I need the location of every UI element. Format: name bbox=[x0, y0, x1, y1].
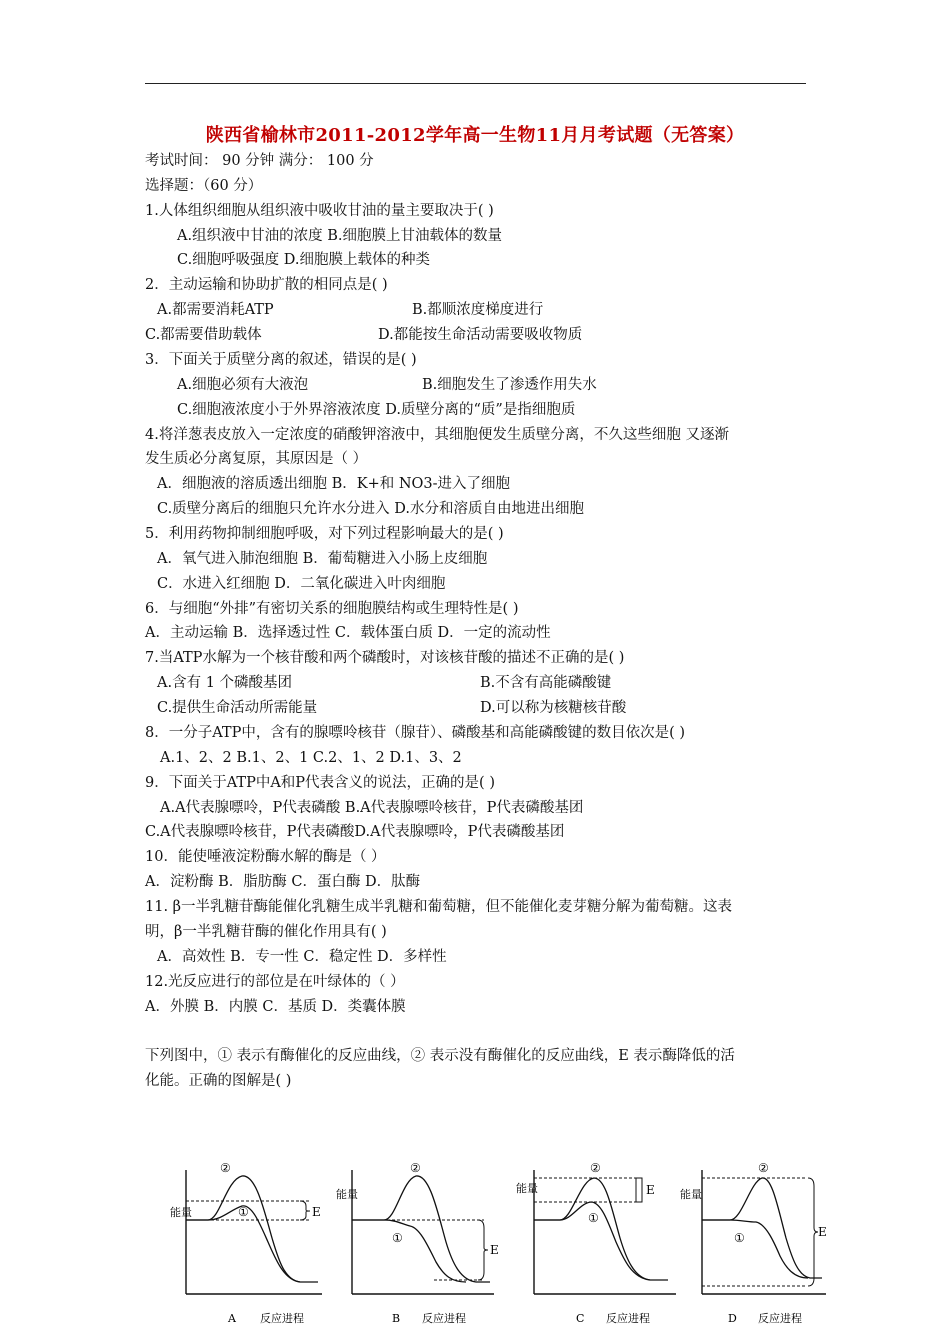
question-2: 2．主动运输和协助扩散的相同点是( ) bbox=[145, 277, 388, 293]
q7-option-a: A.含有 1 个磷酸基团 bbox=[157, 675, 293, 691]
figure-a bbox=[160, 1158, 330, 1330]
question-11-line2: 明，β一半乳糖苷酶的催化作用具有( ) bbox=[145, 924, 387, 940]
x-label: 反应进程 bbox=[260, 1312, 304, 1325]
q3-option-b: B.细胞发生了渗透作用失水 bbox=[422, 377, 597, 393]
question-8: 8．一分子ATP中，含有的腺嘌呤核苷（腺苷）、磷酸基和高能磷酸键的数目依次是( ) bbox=[145, 725, 686, 741]
q5-options-ab: A．氧气进入肺泡细胞 B．葡萄糖进入小肠上皮细胞 bbox=[157, 551, 488, 567]
q1-options-ab: A.组织液中甘油的浓度 B.细胞膜上甘油载体的数量 bbox=[177, 228, 502, 244]
figure-d bbox=[676, 1158, 846, 1330]
q3-option-a: A.细胞必须有大液泡 bbox=[177, 377, 309, 393]
question-9: 9．下面关于ATP中A和P代表含义的说法，正确的是( ) bbox=[145, 775, 495, 791]
e-brace bbox=[808, 1178, 818, 1286]
q11-options: A．高效性 B．专一性 C．稳定性 D．多样性 bbox=[157, 949, 447, 965]
x-label: 反应进程 bbox=[758, 1312, 802, 1325]
e-label: E bbox=[818, 1225, 827, 1239]
q7-option-b: B.不含有高能磷酸键 bbox=[480, 675, 612, 691]
question-10: 10．能使唾液淀粉酶水解的酶是（ ） bbox=[145, 849, 386, 865]
y-label: 能量 bbox=[170, 1206, 192, 1219]
circle-1-label: ① bbox=[238, 1205, 249, 1219]
q3-options-cd: C.细胞液浓度小于外界溶液浓度 D.质壁分离的“质”是指细胞质 bbox=[177, 402, 576, 418]
top-rule bbox=[145, 83, 806, 84]
q1-options-cd: C.细胞呼吸强度 D.细胞膜上载体的种类 bbox=[177, 252, 431, 268]
circle-2-label: ② bbox=[590, 1161, 601, 1175]
q12-options: A．外膜 B．内膜 C．基质 D．类囊体膜 bbox=[145, 999, 406, 1015]
figure-letter: C bbox=[576, 1312, 585, 1325]
q4-options-ab: A．细胞液的溶质透出细胞 B．K+和 NO3-进入了细胞 bbox=[157, 476, 511, 492]
e-label: E bbox=[490, 1243, 499, 1257]
q2-option-d: D.都能按生命活动需要吸收物质 bbox=[378, 327, 583, 343]
circle-2-label: ② bbox=[220, 1161, 231, 1175]
curve-1 bbox=[702, 1220, 808, 1278]
y-label: 能量 bbox=[516, 1182, 538, 1195]
x-label: 反应进程 bbox=[606, 1312, 650, 1325]
q7-option-c: C.提供生命活动所需能量 bbox=[157, 700, 318, 716]
question-4-line2: 发生质必分离复原，其原因是（ ） bbox=[145, 451, 368, 467]
q9-options-cd: C.A代表腺嘌呤核苷，P代表磷酸D.A代表腺嘌呤，P代表磷酸基团 bbox=[145, 824, 565, 840]
question-13-line2: 化能。正确的图解是( ) bbox=[145, 1073, 292, 1089]
q4-options-cd: C.质壁分离后的细胞只允许水分进入 D.水分和溶质自由地进出细胞 bbox=[157, 501, 585, 517]
q2-option-c: C.都需要借助载体 bbox=[145, 327, 262, 343]
q10-options: A．淀粉酶 B．脂肪酶 C．蛋白酶 D．肽酶 bbox=[145, 874, 421, 890]
question-7: 7.当ATP水解为一个核苷酸和两个磷酸时，对该核苷酸的描述不正确的是( ) bbox=[145, 650, 625, 666]
circle-2-label: ② bbox=[410, 1161, 421, 1175]
question-13-line1: 下列图中，① 表示有酶催化的反应曲线，② 表示没有酶催化的反应曲线，E 表示酶降低的活 bbox=[145, 1048, 735, 1064]
figure-c bbox=[512, 1158, 682, 1330]
e-brace bbox=[300, 1201, 310, 1220]
question-4-line1: 4.将洋葱表皮放入一定浓度的硝酸钾溶液中，其细胞便发生质壁分离，不久这些细胞 又逐渐 bbox=[145, 427, 729, 443]
figure-letter: B bbox=[392, 1312, 401, 1325]
q2-option-a: A.都需要消耗ATP bbox=[157, 302, 274, 318]
curve-2 bbox=[702, 1178, 822, 1278]
circle-2-label: ② bbox=[758, 1161, 769, 1175]
e-bracket bbox=[636, 1178, 642, 1202]
q8-options: A.1、2、2 B.1、2、1 C.2、1、2 D.1、3、2 bbox=[160, 750, 462, 766]
q5-options-cd: C．水进入红细胞 D．二氧化碳进入叶肉细胞 bbox=[157, 576, 446, 592]
figure-b bbox=[334, 1158, 504, 1330]
q7-option-d: D.可以称为核糖核苷酸 bbox=[480, 700, 627, 716]
y-label: 能量 bbox=[680, 1188, 702, 1201]
circle-1-label: ① bbox=[734, 1231, 745, 1245]
q9-options-ab: A.A代表腺嘌呤，P代表磷酸 B.A代表腺嘌呤核苷，P代表磷酸基团 bbox=[160, 800, 584, 816]
page-title: 陕西省榆林市2011-2012学年高一生物11月月考试题（无答案） bbox=[205, 125, 745, 146]
x-label: 反应进程 bbox=[422, 1312, 466, 1325]
y-label: 能量 bbox=[336, 1188, 358, 1201]
e-brace bbox=[478, 1220, 488, 1280]
section-heading: 选择题：（60 分） bbox=[145, 178, 263, 194]
curve-2 bbox=[352, 1176, 490, 1282]
question-3: 3．下面关于质壁分离的叙述，错误的是( ) bbox=[145, 352, 417, 368]
question-5: 5．利用药物抑制细胞呼吸，对下列过程影响最大的是( ) bbox=[145, 526, 504, 542]
question-12: 12.光反应进行的部位是在叶绿体的（ ） bbox=[145, 974, 405, 990]
question-1: 1.人体组织细胞从组织液中吸收甘油的量主要取决于( ) bbox=[145, 203, 494, 219]
e-label: E bbox=[312, 1205, 321, 1219]
circle-1-label: ① bbox=[588, 1211, 599, 1225]
question-11-line1: 11. β一半乳糖苷酶能催化乳糖生成半乳糖和葡萄糖，但不能催化麦芽糖分解为葡萄糖。这表 bbox=[145, 899, 733, 915]
e-label: E bbox=[646, 1183, 655, 1197]
q6-options: A．主动运输 B．选择透过性 C．载体蛋白质 D．一定的流动性 bbox=[145, 625, 551, 641]
curve-2 bbox=[186, 1176, 318, 1282]
figure-letter: A bbox=[228, 1312, 236, 1325]
exam-info: 考试时间： 90 分钟 满分： 100 分 bbox=[145, 153, 374, 169]
q2-option-b: B.都顺浓度梯度进行 bbox=[412, 302, 544, 318]
figure-letter: D bbox=[728, 1312, 737, 1325]
circle-1-label: ① bbox=[392, 1231, 403, 1245]
question-6: 6．与细胞“外排”有密切关系的细胞膜结构或生理特性是( ) bbox=[145, 601, 519, 617]
